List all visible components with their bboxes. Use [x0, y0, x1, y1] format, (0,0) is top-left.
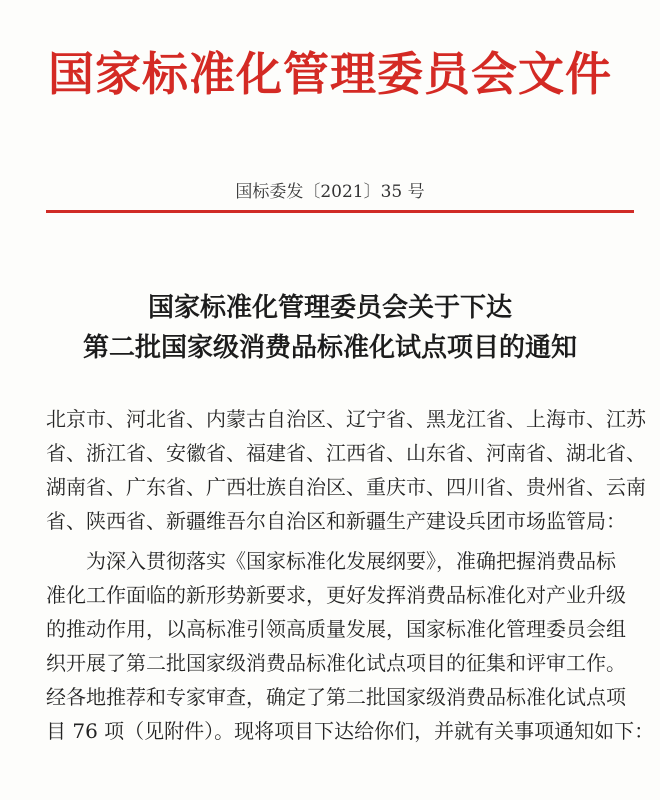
recipients-paragraph [46, 402, 646, 538]
recipients-line: 省、陕西省、新疆维吾尔自治区和新疆生产建设兵团市场监管局： [46, 509, 626, 533]
red-divider [46, 210, 634, 213]
body-line: 准化工作面临的新形势新要求，更好发挥消费品标准化对产业升级 [46, 583, 626, 607]
body-line: 目 76 项（见附件）。现将项目下达给你们，并就有关事项通知如下： [46, 719, 655, 743]
notice-title-line-2: 第二批国家级消费品标准化试点项目的通知 [82, 333, 577, 363]
document-number: 国标委发〔2021〕35 号 [235, 182, 425, 202]
document-body [46, 402, 655, 748]
body-line: 经各地推荐和专家审查，确定了第二批国家级消费品标准化试点项 [46, 685, 626, 709]
notice-title-line-1: 国家标准化管理委员会关于下达 [147, 293, 512, 323]
issuer-title: 国家标准化管理委员会文件 [48, 47, 612, 101]
notice-title [0, 288, 660, 368]
recipients-line: 省、浙江省、安徽省、福建省、江西省、山东省、河南省、湖北省、 [46, 441, 646, 465]
body-line: 的推动作用，以高标准引领高质量发展，国家标准化管理委员会组 [46, 617, 626, 641]
recipients-line: 湖南省、广东省、广西壮族自治区、重庆市、四川省、贵州省、云南 [46, 475, 646, 499]
intro-paragraph [46, 544, 655, 748]
recipients-line: 北京市、河北省、内蒙古自治区、辽宁省、黑龙江省、上海市、江苏 [46, 407, 646, 431]
body-line: 为深入贯彻落实《国家标准化发展纲要》，准确把握消费品标 [46, 549, 616, 573]
body-line: 织开展了第二批国家级消费品标准化试点项目的征集和评审工作。 [46, 651, 626, 675]
